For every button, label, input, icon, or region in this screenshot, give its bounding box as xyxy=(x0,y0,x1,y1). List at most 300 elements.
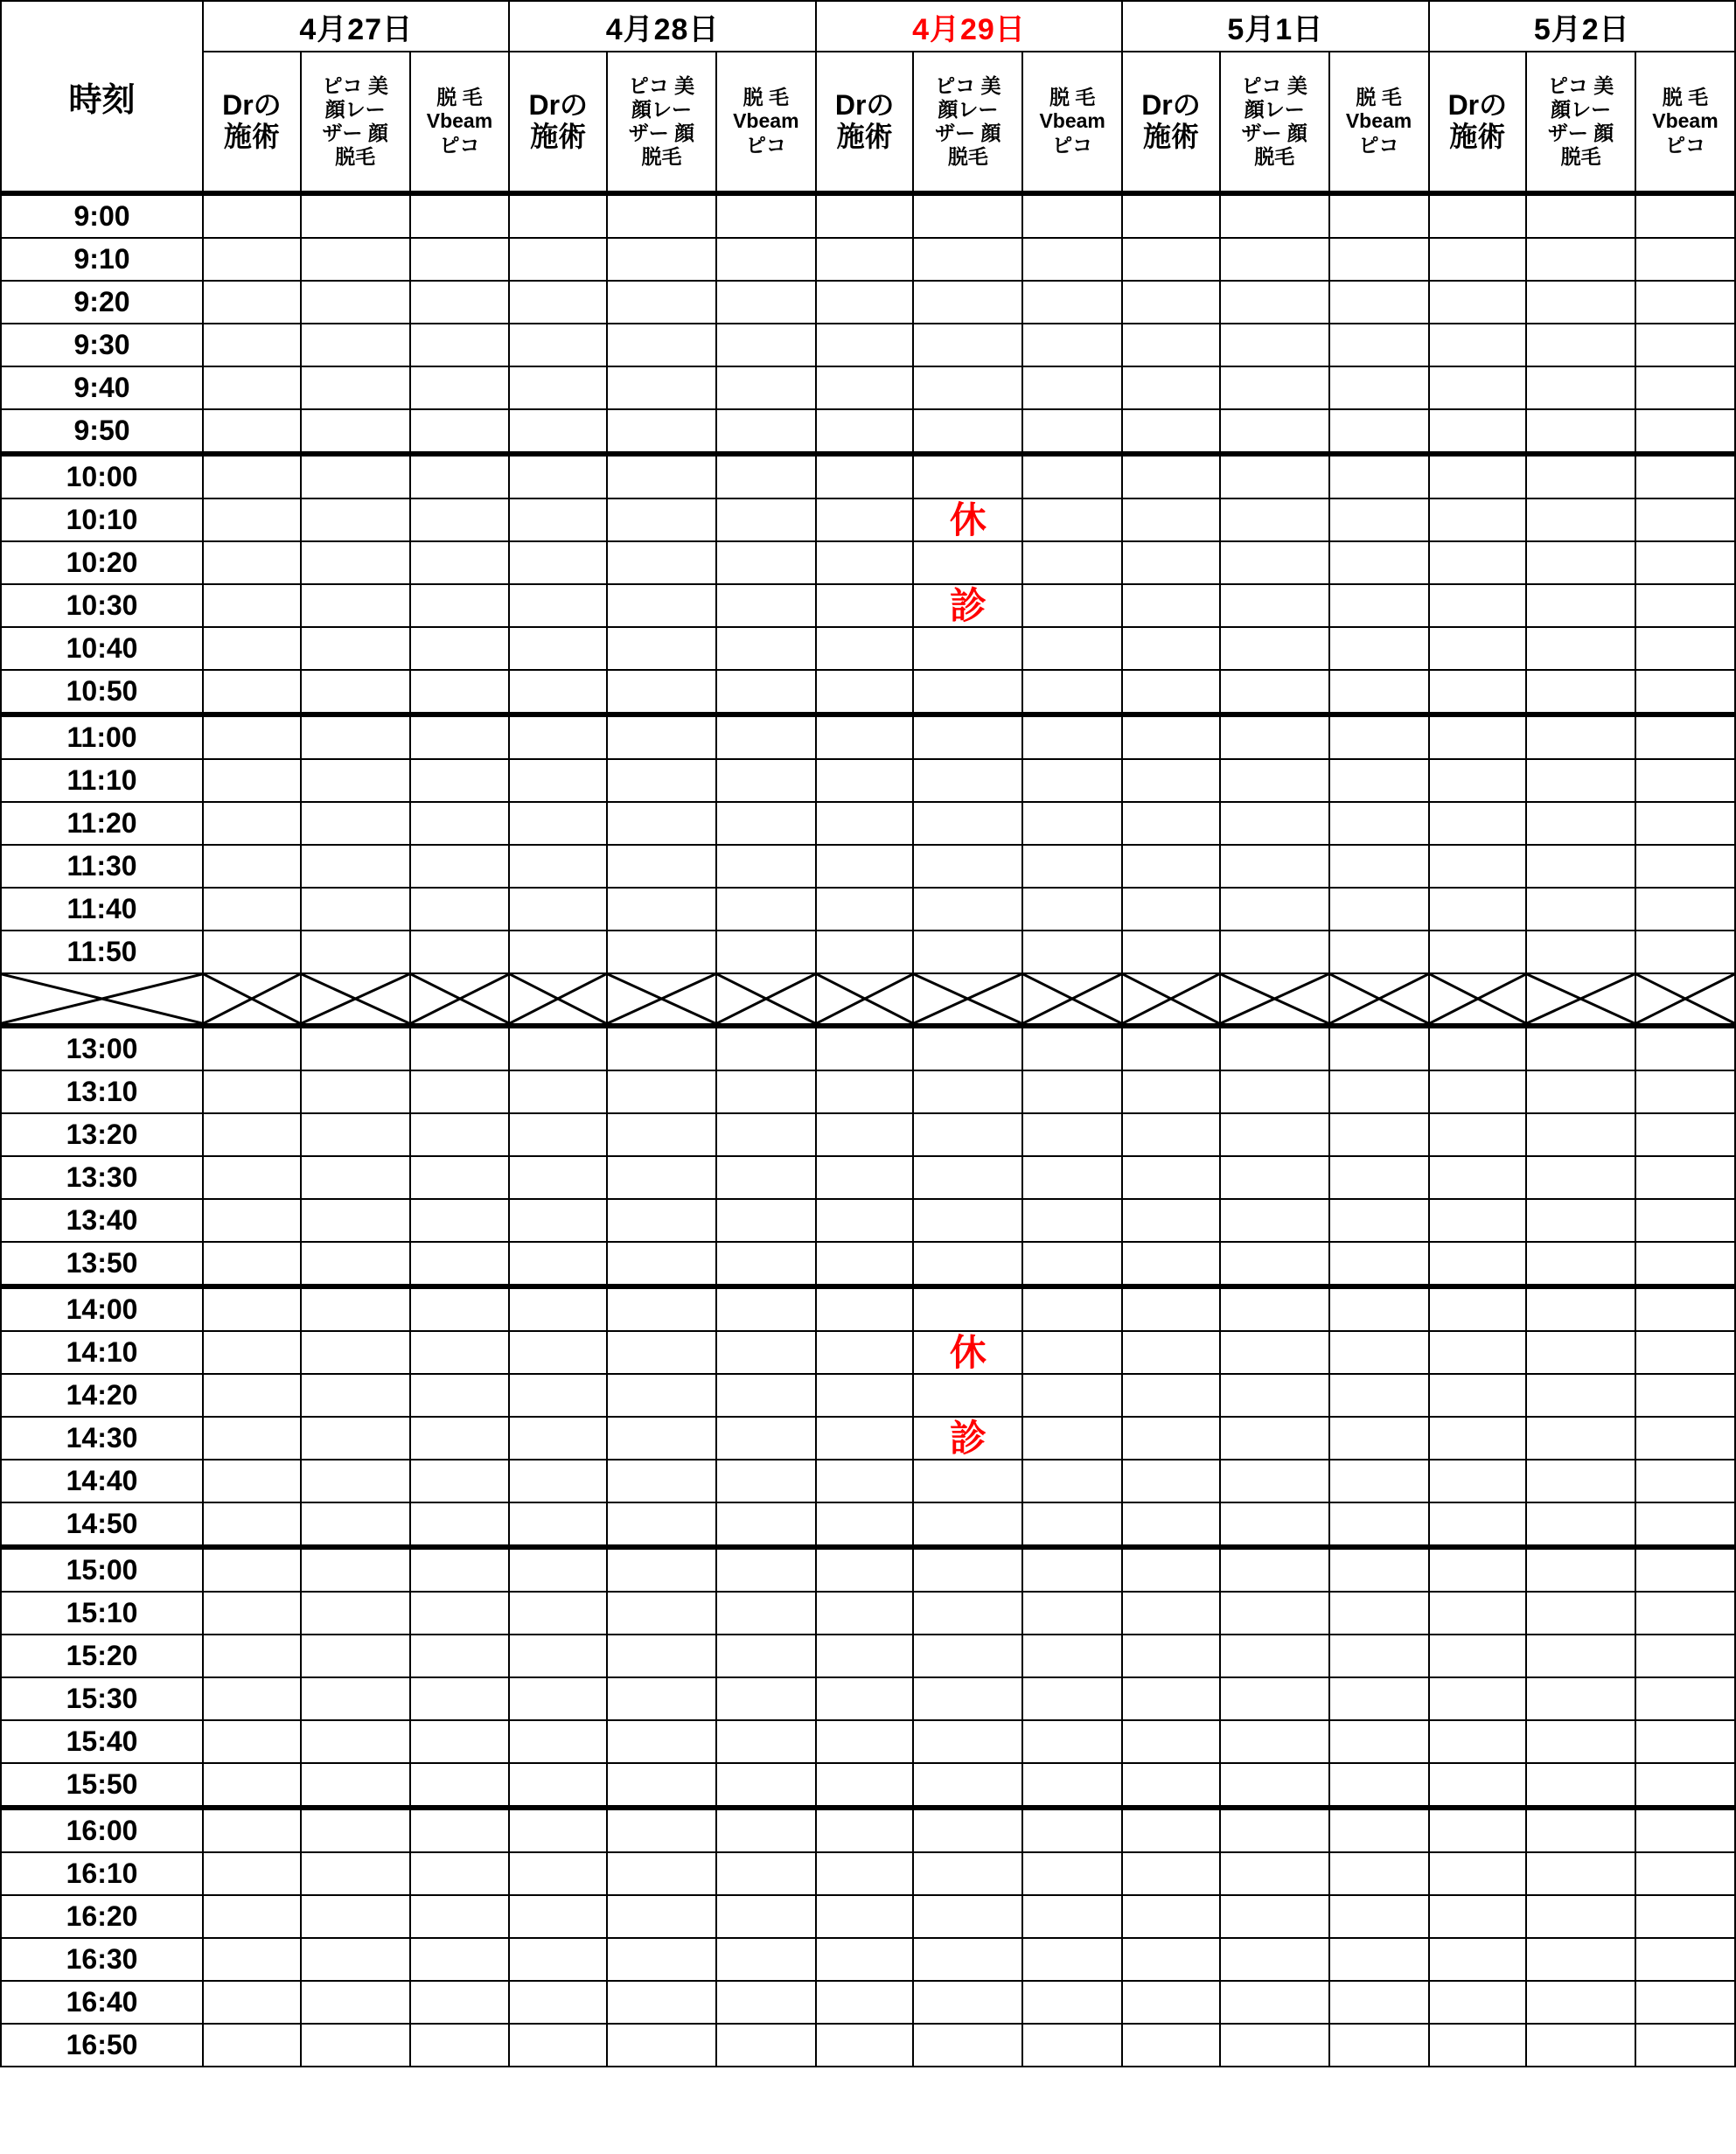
slot-available[interactable] xyxy=(913,1199,1022,1242)
slot-available[interactable] xyxy=(607,802,716,845)
slot-available[interactable] xyxy=(1526,715,1635,759)
slot-available[interactable] xyxy=(410,324,510,366)
slot-available[interactable] xyxy=(203,238,301,281)
slot-booked[interactable] xyxy=(1329,1242,1429,1286)
slot-available[interactable] xyxy=(816,1199,914,1242)
slot-available[interactable] xyxy=(816,1113,914,1156)
slot-booked[interactable] xyxy=(203,2024,301,2067)
slot-available[interactable] xyxy=(410,454,510,498)
slot-booked[interactable] xyxy=(1329,759,1429,802)
slot-booked[interactable] xyxy=(1122,1938,1220,1981)
slot-available[interactable] xyxy=(410,627,510,670)
slot-available[interactable] xyxy=(1429,1113,1527,1156)
slot-booked[interactable] xyxy=(1122,845,1220,888)
slot-booked[interactable] xyxy=(203,1720,301,1763)
slot-booked[interactable] xyxy=(607,1808,716,1852)
slot-booked[interactable] xyxy=(203,1026,301,1070)
slot-available[interactable] xyxy=(816,888,914,931)
slot-booked[interactable] xyxy=(509,1938,607,1981)
slot-available[interactable] xyxy=(1022,1156,1122,1199)
slot-booked[interactable] xyxy=(203,1331,301,1374)
slot-available[interactable] xyxy=(410,1808,510,1852)
slot-booked[interactable] xyxy=(1122,1981,1220,2024)
slot-available[interactable] xyxy=(301,1331,410,1374)
slot-available[interactable] xyxy=(1220,627,1329,670)
slot-booked[interactable] xyxy=(1220,324,1329,366)
slot-available[interactable] xyxy=(1635,193,1735,238)
slot-available[interactable] xyxy=(1635,1113,1735,1156)
slot-available[interactable] xyxy=(301,1199,410,1242)
slot-booked[interactable] xyxy=(1220,1895,1329,1938)
slot-booked[interactable] xyxy=(1526,1981,1635,2024)
slot-available[interactable] xyxy=(913,1635,1022,1677)
slot-available[interactable] xyxy=(1220,454,1329,498)
slot-booked[interactable] xyxy=(509,366,607,409)
slot-available[interactable] xyxy=(1429,409,1527,454)
slot-booked[interactable] xyxy=(203,1547,301,1592)
slot-available[interactable] xyxy=(301,670,410,715)
slot-available[interactable] xyxy=(1022,193,1122,238)
slot-booked[interactable] xyxy=(607,281,716,324)
slot-booked[interactable] xyxy=(1429,1592,1527,1635)
slot-available[interactable] xyxy=(410,1547,510,1592)
slot-available[interactable] xyxy=(1526,409,1635,454)
slot-available[interactable] xyxy=(301,759,410,802)
slot-booked[interactable] xyxy=(1635,1852,1735,1895)
slot-booked[interactable] xyxy=(1220,1286,1329,1331)
slot-booked[interactable] xyxy=(301,888,410,931)
slot-booked[interactable] xyxy=(509,802,607,845)
slot-booked[interactable] xyxy=(203,1763,301,1808)
slot-available[interactable] xyxy=(1022,1331,1122,1374)
slot-booked[interactable] xyxy=(1429,802,1527,845)
slot-available[interactable] xyxy=(607,931,716,973)
slot-available[interactable] xyxy=(607,1547,716,1592)
slot-booked[interactable] xyxy=(1329,802,1429,845)
slot-available[interactable] xyxy=(1429,1981,1527,2024)
slot-available[interactable] xyxy=(301,931,410,973)
slot-available[interactable] xyxy=(1635,409,1735,454)
slot-available[interactable] xyxy=(1022,1720,1122,1763)
slot-available[interactable] xyxy=(816,1156,914,1199)
slot-booked[interactable] xyxy=(509,409,607,454)
slot-available[interactable] xyxy=(1635,1070,1735,1113)
slot-available[interactable] xyxy=(816,1242,914,1286)
slot-booked[interactable] xyxy=(410,845,510,888)
slot-available[interactable] xyxy=(913,1981,1022,2024)
slot-booked[interactable] xyxy=(1122,670,1220,715)
slot-booked[interactable] xyxy=(203,1417,301,1460)
slot-booked[interactable] xyxy=(1122,759,1220,802)
slot-available[interactable] xyxy=(1526,324,1635,366)
slot-booked[interactable] xyxy=(203,1852,301,1895)
slot-available[interactable] xyxy=(716,1635,816,1677)
slot-available[interactable] xyxy=(607,324,716,366)
slot-booked[interactable] xyxy=(1329,1026,1429,1070)
slot-available[interactable] xyxy=(1122,931,1220,973)
slot-available[interactable] xyxy=(816,1417,914,1460)
slot-available[interactable] xyxy=(1022,1547,1122,1592)
slot-available[interactable] xyxy=(1022,1374,1122,1417)
slot-available[interactable] xyxy=(607,2024,716,2067)
slot-booked[interactable] xyxy=(509,281,607,324)
slot-booked[interactable] xyxy=(607,1026,716,1070)
slot-available[interactable] xyxy=(816,1763,914,1808)
slot-booked[interactable] xyxy=(716,1156,816,1199)
slot-available[interactable] xyxy=(410,1852,510,1895)
slot-available[interactable] xyxy=(816,281,914,324)
slot-available[interactable] xyxy=(1122,1331,1220,1374)
slot-booked[interactable] xyxy=(1220,1331,1329,1374)
slot-booked[interactable] xyxy=(509,1720,607,1763)
slot-available[interactable] xyxy=(607,715,716,759)
slot-available[interactable] xyxy=(913,1808,1022,1852)
slot-available[interactable] xyxy=(607,366,716,409)
slot-booked[interactable] xyxy=(1429,759,1527,802)
slot-booked[interactable] xyxy=(509,715,607,759)
slot-available[interactable] xyxy=(1429,931,1527,973)
slot-available[interactable] xyxy=(1526,1547,1635,1592)
slot-available[interactable] xyxy=(301,324,410,366)
slot-available[interactable] xyxy=(203,281,301,324)
slot-booked[interactable] xyxy=(716,1113,816,1156)
slot-booked[interactable] xyxy=(1429,281,1527,324)
slot-booked[interactable] xyxy=(203,1460,301,1502)
slot-available[interactable] xyxy=(1220,1026,1329,1070)
slot-booked[interactable] xyxy=(716,1460,816,1502)
slot-booked[interactable] xyxy=(509,1070,607,1113)
slot-available[interactable] xyxy=(816,1331,914,1374)
slot-available[interactable] xyxy=(716,627,816,670)
slot-booked[interactable] xyxy=(509,1331,607,1374)
slot-booked[interactable] xyxy=(1429,715,1527,759)
slot-booked[interactable] xyxy=(607,584,716,627)
slot-available[interactable] xyxy=(816,1374,914,1417)
slot-available[interactable] xyxy=(301,1635,410,1677)
slot-booked[interactable] xyxy=(1635,1331,1735,1374)
slot-booked[interactable] xyxy=(203,715,301,759)
slot-available[interactable] xyxy=(607,845,716,888)
slot-booked[interactable] xyxy=(509,670,607,715)
slot-available[interactable] xyxy=(203,1113,301,1156)
slot-available[interactable] xyxy=(1526,1113,1635,1156)
slot-available[interactable] xyxy=(913,1113,1022,1156)
slot-available[interactable] xyxy=(913,366,1022,409)
slot-booked[interactable] xyxy=(716,1374,816,1417)
slot-booked[interactable] xyxy=(509,1417,607,1460)
slot-available[interactable] xyxy=(203,193,301,238)
slot-available[interactable] xyxy=(1526,1720,1635,1763)
slot-available[interactable] xyxy=(607,1720,716,1763)
slot-available[interactable] xyxy=(716,931,816,973)
slot-booked[interactable] xyxy=(1526,1374,1635,1417)
slot-available[interactable] xyxy=(301,1417,410,1460)
slot-available[interactable] xyxy=(913,802,1022,845)
slot-available[interactable] xyxy=(913,670,1022,715)
slot-available[interactable] xyxy=(203,409,301,454)
slot-available[interactable] xyxy=(1429,1286,1527,1331)
slot-booked[interactable] xyxy=(1122,802,1220,845)
slot-available[interactable] xyxy=(913,845,1022,888)
slot-booked[interactable] xyxy=(1526,1331,1635,1374)
slot-booked[interactable] xyxy=(607,1763,716,1808)
slot-available[interactable] xyxy=(716,1938,816,1981)
slot-booked[interactable] xyxy=(410,409,510,454)
slot-available[interactable] xyxy=(1122,366,1220,409)
slot-available[interactable] xyxy=(816,1026,914,1070)
slot-available[interactable] xyxy=(607,1635,716,1677)
slot-available[interactable] xyxy=(1526,1502,1635,1547)
slot-available[interactable] xyxy=(716,1677,816,1720)
slot-booked[interactable] xyxy=(1122,1374,1220,1417)
slot-booked[interactable] xyxy=(410,584,510,627)
slot-available[interactable] xyxy=(716,759,816,802)
slot-available[interactable] xyxy=(913,281,1022,324)
slot-available[interactable] xyxy=(1022,759,1122,802)
slot-available[interactable] xyxy=(913,931,1022,973)
slot-available[interactable] xyxy=(816,845,914,888)
slot-available[interactable] xyxy=(1429,1763,1527,1808)
slot-available[interactable] xyxy=(1526,454,1635,498)
slot-available[interactable] xyxy=(716,670,816,715)
slot-available[interactable] xyxy=(1022,1635,1122,1677)
slot-booked[interactable] xyxy=(1635,1156,1735,1199)
slot-available[interactable] xyxy=(301,1895,410,1938)
slot-booked[interactable] xyxy=(1122,1460,1220,1502)
slot-available[interactable] xyxy=(913,715,1022,759)
slot-booked[interactable] xyxy=(716,409,816,454)
slot-available[interactable] xyxy=(410,281,510,324)
slot-available[interactable] xyxy=(607,1981,716,2024)
slot-booked[interactable] xyxy=(716,281,816,324)
slot-booked[interactable] xyxy=(1635,1286,1735,1331)
slot-available[interactable] xyxy=(301,1852,410,1895)
slot-available[interactable] xyxy=(203,324,301,366)
slot-booked[interactable] xyxy=(203,584,301,627)
slot-available[interactable] xyxy=(816,454,914,498)
slot-booked[interactable] xyxy=(1429,1502,1527,1547)
slot-booked[interactable] xyxy=(716,1070,816,1113)
slot-available[interactable] xyxy=(1329,1852,1429,1895)
slot-booked[interactable] xyxy=(1329,888,1429,931)
slot-booked[interactable] xyxy=(716,1808,816,1852)
slot-booked[interactable] xyxy=(1122,1417,1220,1460)
slot-available[interactable] xyxy=(716,1547,816,1592)
slot-available[interactable] xyxy=(1329,1635,1429,1677)
slot-booked[interactable] xyxy=(1635,1592,1735,1635)
slot-booked[interactable] xyxy=(509,1286,607,1331)
slot-booked[interactable] xyxy=(1329,1286,1429,1331)
slot-available[interactable] xyxy=(1022,238,1122,281)
slot-booked[interactable] xyxy=(1122,1895,1220,1938)
slot-available[interactable] xyxy=(1220,1981,1329,2024)
slot-available[interactable] xyxy=(816,931,914,973)
slot-available[interactable] xyxy=(1526,193,1635,238)
slot-available[interactable] xyxy=(410,1938,510,1981)
slot-booked[interactable] xyxy=(1526,1070,1635,1113)
slot-available[interactable] xyxy=(1329,324,1429,366)
slot-booked[interactable] xyxy=(716,366,816,409)
slot-available[interactable] xyxy=(1220,1808,1329,1852)
slot-booked[interactable] xyxy=(1220,759,1329,802)
slot-available[interactable] xyxy=(1220,193,1329,238)
slot-available[interactable] xyxy=(1329,931,1429,973)
slot-booked[interactable] xyxy=(1635,888,1735,931)
slot-available[interactable] xyxy=(1635,366,1735,409)
slot-booked[interactable] xyxy=(1220,238,1329,281)
slot-available[interactable] xyxy=(913,1720,1022,1763)
slot-booked[interactable] xyxy=(509,2024,607,2067)
slot-available[interactable] xyxy=(913,1460,1022,1502)
slot-booked[interactable] xyxy=(203,1677,301,1720)
slot-available[interactable] xyxy=(1635,324,1735,366)
slot-available[interactable] xyxy=(913,888,1022,931)
slot-available[interactable] xyxy=(1429,1199,1527,1242)
slot-booked[interactable] xyxy=(509,238,607,281)
slot-available[interactable] xyxy=(816,2024,914,2067)
slot-available[interactable] xyxy=(816,1677,914,1720)
slot-booked[interactable] xyxy=(1220,888,1329,931)
slot-booked[interactable] xyxy=(410,1242,510,1286)
slot-available[interactable] xyxy=(1022,931,1122,973)
slot-available[interactable] xyxy=(1526,670,1635,715)
slot-available[interactable] xyxy=(816,1070,914,1113)
slot-booked[interactable] xyxy=(1329,1895,1429,1938)
slot-available[interactable] xyxy=(816,324,914,366)
slot-available[interactable] xyxy=(1022,1938,1122,1981)
slot-booked[interactable] xyxy=(203,1808,301,1852)
slot-available[interactable] xyxy=(301,1460,410,1502)
slot-available[interactable] xyxy=(301,498,410,541)
slot-booked[interactable] xyxy=(1122,1592,1220,1635)
slot-available[interactable] xyxy=(410,1677,510,1720)
slot-available[interactable] xyxy=(301,454,410,498)
slot-available[interactable] xyxy=(1022,1242,1122,1286)
slot-available[interactable] xyxy=(410,1460,510,1502)
slot-available[interactable] xyxy=(1022,1502,1122,1547)
slot-available[interactable] xyxy=(1429,1720,1527,1763)
slot-available[interactable] xyxy=(1329,1547,1429,1592)
slot-booked[interactable] xyxy=(1635,1460,1735,1502)
slot-booked[interactable] xyxy=(301,409,410,454)
slot-available[interactable] xyxy=(1329,1938,1429,1981)
slot-booked[interactable] xyxy=(1122,888,1220,931)
slot-available[interactable] xyxy=(1220,2024,1329,2067)
slot-available[interactable] xyxy=(301,715,410,759)
slot-available[interactable] xyxy=(816,541,914,584)
slot-booked[interactable] xyxy=(1329,541,1429,584)
slot-available[interactable] xyxy=(1635,715,1735,759)
slot-booked[interactable] xyxy=(1329,1199,1429,1242)
slot-available[interactable] xyxy=(301,1720,410,1763)
slot-available[interactable] xyxy=(1429,193,1527,238)
slot-available[interactable] xyxy=(816,759,914,802)
slot-available[interactable] xyxy=(410,1331,510,1374)
slot-available[interactable] xyxy=(1329,454,1429,498)
slot-available[interactable] xyxy=(1635,802,1735,845)
slot-available[interactable] xyxy=(1526,627,1635,670)
slot-available[interactable] xyxy=(816,1808,914,1852)
slot-available[interactable] xyxy=(1635,845,1735,888)
slot-available[interactable] xyxy=(913,1374,1022,1417)
slot-available[interactable] xyxy=(1526,1242,1635,1286)
slot-available[interactable] xyxy=(607,759,716,802)
slot-available[interactable] xyxy=(816,584,914,627)
slot-booked[interactable] xyxy=(1526,1417,1635,1460)
slot-available[interactable] xyxy=(816,1460,914,1502)
slot-booked[interactable] xyxy=(509,1635,607,1677)
slot-booked[interactable] xyxy=(509,1026,607,1070)
slot-available[interactable] xyxy=(1122,238,1220,281)
slot-available[interactable] xyxy=(816,238,914,281)
slot-available[interactable] xyxy=(1635,931,1735,973)
slot-available[interactable] xyxy=(301,193,410,238)
slot-available[interactable] xyxy=(1122,324,1220,366)
slot-booked[interactable] xyxy=(203,1502,301,1547)
slot-available[interactable] xyxy=(816,193,914,238)
slot-available[interactable] xyxy=(1220,1374,1329,1417)
slot-available[interactable] xyxy=(509,454,607,498)
slot-available[interactable] xyxy=(1329,281,1429,324)
slot-available[interactable] xyxy=(1526,366,1635,409)
slot-available[interactable] xyxy=(607,1677,716,1720)
slot-available[interactable] xyxy=(1022,1677,1122,1720)
slot-booked[interactable] xyxy=(1329,409,1429,454)
slot-booked[interactable] xyxy=(509,1852,607,1895)
slot-available[interactable] xyxy=(913,1026,1022,1070)
slot-available[interactable] xyxy=(203,1070,301,1113)
slot-available[interactable] xyxy=(913,2024,1022,2067)
slot-available[interactable] xyxy=(1429,670,1527,715)
slot-available[interactable] xyxy=(410,1199,510,1242)
slot-booked[interactable] xyxy=(509,1460,607,1502)
slot-booked[interactable] xyxy=(607,1199,716,1242)
slot-booked[interactable] xyxy=(1429,366,1527,409)
slot-booked[interactable] xyxy=(1526,1026,1635,1070)
slot-booked[interactable] xyxy=(301,366,410,409)
slot-booked[interactable] xyxy=(1635,1374,1735,1417)
slot-available[interactable] xyxy=(203,1374,301,1417)
slot-available[interactable] xyxy=(509,931,607,973)
slot-available[interactable] xyxy=(1122,1026,1220,1070)
slot-booked[interactable] xyxy=(1526,888,1635,931)
slot-available[interactable] xyxy=(1329,1460,1429,1502)
slot-available[interactable] xyxy=(301,627,410,670)
slot-booked[interactable] xyxy=(716,541,816,584)
slot-available[interactable] xyxy=(816,498,914,541)
slot-available[interactable] xyxy=(816,1981,914,2024)
slot-available[interactable] xyxy=(1429,1374,1527,1417)
slot-available[interactable] xyxy=(913,1895,1022,1938)
slot-available[interactable] xyxy=(1329,1417,1429,1460)
slot-booked[interactable] xyxy=(1635,1677,1735,1720)
slot-available[interactable] xyxy=(913,1286,1022,1331)
slot-booked[interactable] xyxy=(203,670,301,715)
slot-booked[interactable] xyxy=(607,1460,716,1502)
slot-available[interactable] xyxy=(301,802,410,845)
slot-available[interactable] xyxy=(1526,281,1635,324)
slot-available[interactable] xyxy=(1635,1026,1735,1070)
slot-available[interactable] xyxy=(1429,845,1527,888)
slot-available[interactable] xyxy=(913,454,1022,498)
slot-booked[interactable] xyxy=(1429,888,1527,931)
slot-booked[interactable] xyxy=(1220,281,1329,324)
slot-available[interactable] xyxy=(410,1156,510,1199)
slot-available[interactable] xyxy=(410,931,510,973)
slot-available[interactable] xyxy=(1220,1720,1329,1763)
slot-available[interactable] xyxy=(1429,454,1527,498)
slot-booked[interactable] xyxy=(1122,1763,1220,1808)
